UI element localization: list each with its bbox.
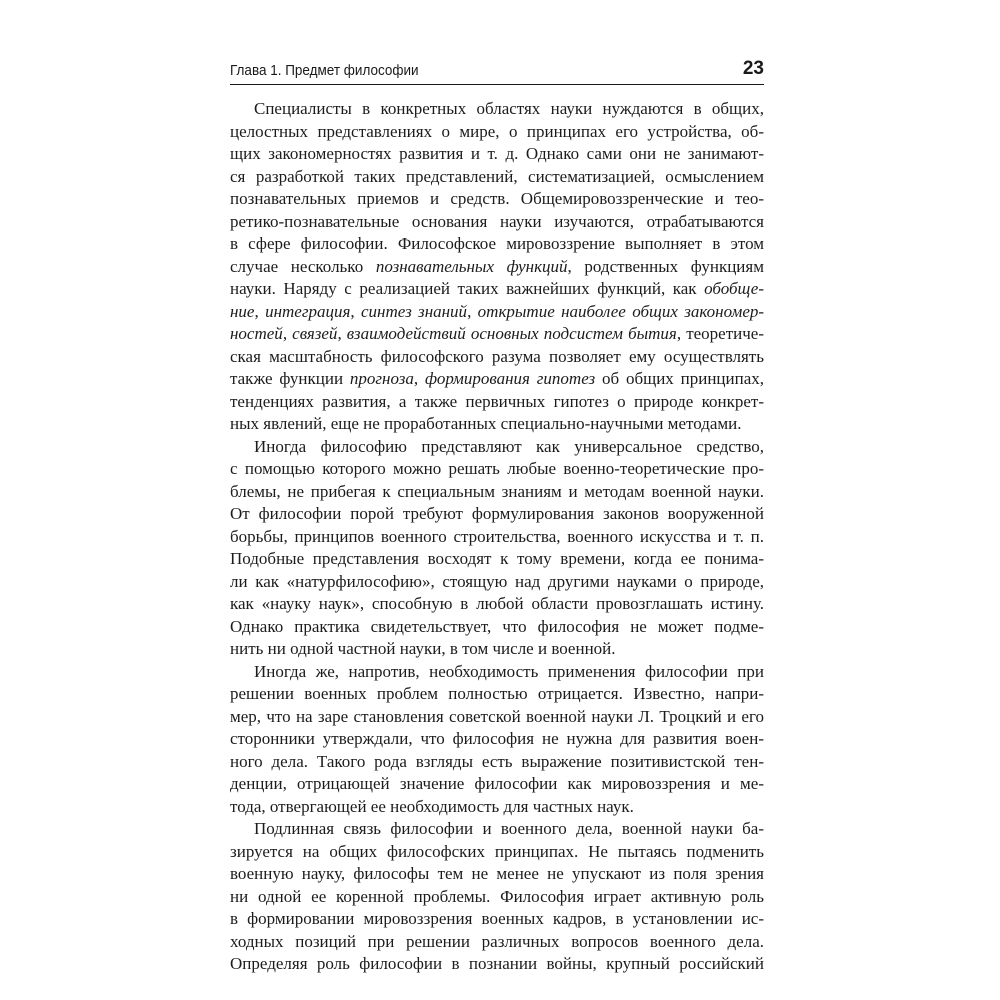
text-segment: Однако практика свидетельствует, что философия не может подме-: [230, 616, 764, 636]
text-segment: ных явлений, еще не проработанных специально-научными методами.: [230, 414, 742, 433]
emphasized-text: синтез знаний: [361, 301, 468, 321]
text-segment: мер, что на заре становления советской военной науки Л. Троцкий и его: [230, 706, 764, 726]
body-text: [230, 98, 764, 976]
text-segment: ,: [282, 324, 293, 343]
text-line: [230, 706, 764, 729]
text-segment: ,: [467, 301, 478, 321]
text-line: [230, 683, 764, 706]
text-line: [230, 188, 764, 211]
text-line: [230, 863, 764, 886]
text-line: [230, 278, 764, 301]
emphasized-text: обобще-: [704, 279, 764, 298]
chapter-title: Глава 1. Предмет философии: [230, 62, 419, 79]
text-line: [230, 233, 764, 256]
text-line: [230, 886, 764, 909]
text-segment: ретико-познавательные основания науки изучаются, отрабатываются: [230, 211, 764, 231]
emphasized-text: ностей: [230, 324, 283, 343]
text-segment: сторонники утверждали, что философия не нужна для развития воен-: [230, 729, 764, 748]
text-line: [230, 503, 764, 526]
text-segment: Подобные представления восходят к тому времени, когда ее понима-: [230, 549, 764, 568]
text-segment: блемы, не прибегая к специальным знаниям и методам военной науки.: [230, 481, 764, 501]
text-line: [230, 301, 764, 324]
text-segment: решении военных проблем полностью отрицается. Известно, напри-: [230, 684, 764, 703]
emphasized-text: познавательных функций: [375, 256, 568, 276]
text-line: [230, 368, 764, 391]
emphasized-text: ние: [230, 301, 255, 321]
text-line: [230, 661, 764, 684]
text-segment: борьбы, принципов военного строительства, военного искусства и т. п.: [230, 526, 764, 546]
emphasized-text: формирования гипотез: [425, 369, 596, 388]
text-segment: как «науку наук», способную в любой области провозглашать истину.: [230, 594, 764, 613]
text-segment: целостных представлениях о мире, о принципах его устройства, об-: [230, 121, 764, 141]
paragraph: [230, 818, 764, 976]
text-line: [230, 436, 764, 459]
text-line: [230, 548, 764, 571]
text-segment: зируется на общих философских принципах. Не пытаясь подменить: [230, 841, 764, 861]
text-segment: Специалисты в конкретных областях науки нуждаются в общих,: [254, 99, 764, 118]
text-segment: ,: [413, 369, 425, 388]
text-segment: науки. Наряду с реализацией таких важнейших функций, как: [230, 279, 705, 298]
text-line: [230, 526, 764, 549]
text-segment: денции, отрицающей значение философии как мировоззрения и ме-: [230, 774, 764, 793]
text-segment: ся разработкой таких представлений, систематизацией, осмыслением: [230, 166, 764, 186]
text-line: [230, 211, 764, 234]
text-segment: щих закономерностях развития и т. д. Однако сами они не занимают-: [230, 144, 764, 163]
text-line: [230, 751, 764, 774]
text-segment: об общих принципах,: [595, 369, 764, 388]
emphasized-text: прогноза: [349, 369, 414, 388]
text-line: [230, 458, 764, 481]
text-segment: нить ни одной частной науки, в том числе и военной.: [230, 639, 616, 658]
text-line: [230, 571, 764, 594]
text-segment: также функции: [230, 369, 350, 388]
text-segment: ,: [254, 301, 266, 321]
text-segment: От философии порой требуют формулирования законов вооруженной: [230, 504, 764, 523]
text-line: [230, 391, 764, 414]
text-segment: Подлинная связь философии и военного дела, военной науки ба-: [254, 819, 764, 838]
text-segment: в сфере философии. Философское мировоззрение выполняет в этом: [230, 234, 764, 253]
page-number: 23: [742, 58, 764, 79]
text-line: [230, 593, 764, 616]
text-segment: ,: [337, 324, 347, 343]
paragraph: [230, 98, 764, 436]
text-line: [230, 931, 764, 954]
text-segment: , теоретиче-: [676, 324, 764, 343]
text-line: [230, 121, 764, 144]
emphasized-text: взаимодействий основных подсистем бытия: [346, 324, 677, 343]
paragraph: [230, 436, 764, 661]
text-segment: ходных позиций при решении различных вопросов военного дела.: [230, 931, 764, 951]
text-line: [230, 98, 764, 121]
text-segment: Иногда же, напротив, необходимость применения философии при: [254, 661, 764, 681]
text-line: [230, 346, 764, 369]
text-line: [230, 256, 764, 279]
text-line: [230, 638, 764, 661]
paragraph: [230, 661, 764, 819]
text-segment: с помощью которого можно решать любые военно-теоретические про-: [230, 459, 764, 478]
text-line: [230, 796, 764, 819]
text-segment: военную науку, философы тем не менее не упускают из поля зрения: [230, 864, 764, 883]
text-segment: Определяя роль философии в познании войны, крупный российский: [230, 954, 764, 973]
text-segment: тенденциях развития, а также первичных гипотез о природе конкрет-: [230, 391, 764, 411]
text-segment: познавательных приемов и средств. Общемировоззренческие и тео-: [230, 189, 764, 208]
text-segment: в формировании мировоззрения военных кадров, в установлении ис-: [230, 909, 764, 928]
text-line: [230, 143, 764, 166]
text-line: [230, 413, 764, 436]
text-line: [230, 953, 764, 976]
emphasized-text: открытие наиболее общих закономер-: [477, 301, 764, 321]
text-segment: случае несколько: [230, 256, 376, 276]
text-segment: ли как «натурфилософию», стоящую над другими науками о природе,: [230, 571, 764, 591]
text-line: [230, 728, 764, 751]
text-line: [230, 818, 764, 841]
text-segment: ни одной ее коренной проблемы. Философия играет активную роль: [230, 886, 764, 906]
text-line: [230, 908, 764, 931]
text-line: [230, 166, 764, 189]
text-segment: Иногда философию представляют как универсальное средство,: [254, 436, 764, 456]
text-line: [230, 323, 764, 346]
text-segment: ,: [350, 301, 361, 321]
text-segment: , родственных функциям: [567, 256, 764, 276]
running-header: [230, 58, 764, 85]
emphasized-text: связей: [292, 324, 338, 343]
text-line: [230, 773, 764, 796]
text-line: [230, 481, 764, 504]
text-segment: ская масштабность философского разума позволяет ему осуществлять: [230, 346, 764, 366]
text-segment: тода, отвергающей ее необходимость для частных наук.: [230, 796, 634, 816]
text-line: [230, 841, 764, 864]
emphasized-text: интеграция: [265, 301, 351, 321]
text-segment: ного дела. Такого рода взгляды есть выражение позитивистской тен-: [230, 751, 764, 771]
text-line: [230, 616, 764, 639]
